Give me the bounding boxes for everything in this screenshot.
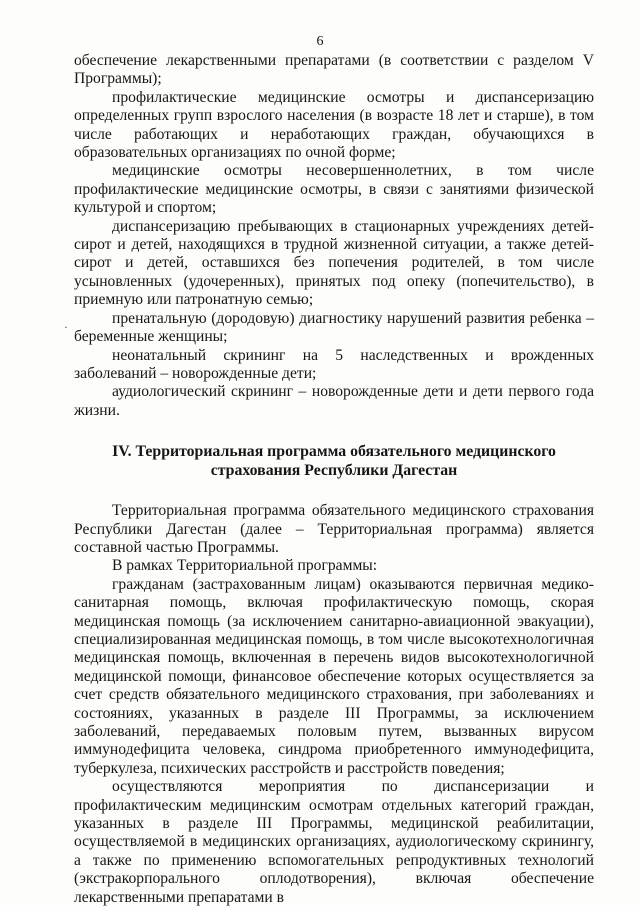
paragraph-drug-provision: обеспечение лекарственными препаратами (в соответствии с разделом V Программы); <box>74 52 594 88</box>
paragraph-medical-care: гражданам (застрахованным лицам) оказываются первичная медико-санитарная помощь, включая профилактическую помощь, скорая медицинская помощь (за исключением санитарно-авиационной эвакуации), специализированная медицинская помощь, в том числе высокотехнологичная медицинская помощь, включенная в перечень видов высокотехнологичной медицинской помощи, финансовое обеспечение которых осуществляется за счет средств обязательного медицинского страхования, при заболеваниях и состояниях, указанных в разделе III Программы, за исключением заболеваний, передаваемых половым путем, вызванных вирусом иммунодефицита человека, синдрома приобретенного иммунодефицита, туберкулеза, психических расстройств и расстройств поведения; <box>74 575 594 777</box>
section-heading <box>74 442 594 480</box>
page-number: 6 <box>316 34 324 49</box>
scan-artifact-mark: · <box>64 320 68 334</box>
paragraph-orphan-dispensary: диспансеризацию пребывающих в стационарных учреждениях детей-сирот и детей, находящихся в трудной жизненной ситуации, а также детей-сирот и детей, оставшихся без попечения родителей, в том числе усыновленных (удочеренных), принятых под опеку (попечительство), в приемную или патронатную семью; <box>74 217 594 309</box>
paragraph-prenatal-diagnostics: пренатальную (дородовую) диагностику нарушений развития ребенка – беременные женщины; <box>74 309 594 346</box>
section-heading-line-2: страхования Республики Дагестан <box>210 462 458 480</box>
paragraph-within-program: В рамках Территориальной программы: <box>112 557 378 575</box>
paragraph-audiology-screening: аудиологический скрининг – новорожденные дети и дети первого года жизни. <box>74 383 594 419</box>
paragraph-adult-checkups: профилактические медицинские осмотры и диспансеризацию определенных групп взрослого населения (в возрасте 18 лет и старше), в том числе работающих и неработающих граждан, обучающихся в образовательных организациях по очной форме; <box>74 88 594 162</box>
section-heading-line-1: IV. Территориальная программа обязательного медицинского <box>112 443 556 461</box>
paragraph-minor-checkups: медицинские осмотры несовершеннолетних, в том числе профилактические медицинские осмотры, в связи с занятиями физической культурой и спортом; <box>74 162 594 217</box>
document-body <box>74 52 594 907</box>
paragraph-dispensary-measures: осуществляются мероприятия по диспансеризации и профилактическим медицинским осмотрам отдельных категорий граждан, указанных в разделе III Программы, медицинской реабилитации, осуществляемой в медицинских организациях, аудиологическому скринингу, а также по применению вспомогательных репродуктивных технологий (экстракорпорального оплодотворения), включая обеспечение лекарственными препаратами в <box>74 778 594 906</box>
paragraph-program-intro: Территориальная программа обязательного медицинского страхования Республики Дагестан (далее – Территориальная программа) является составной частью Программы. <box>74 502 594 556</box>
paragraph-neonatal-screening: неонатальный скрининг на 5 наследственных и врожденных заболеваний – новорожденные дети; <box>74 346 594 382</box>
